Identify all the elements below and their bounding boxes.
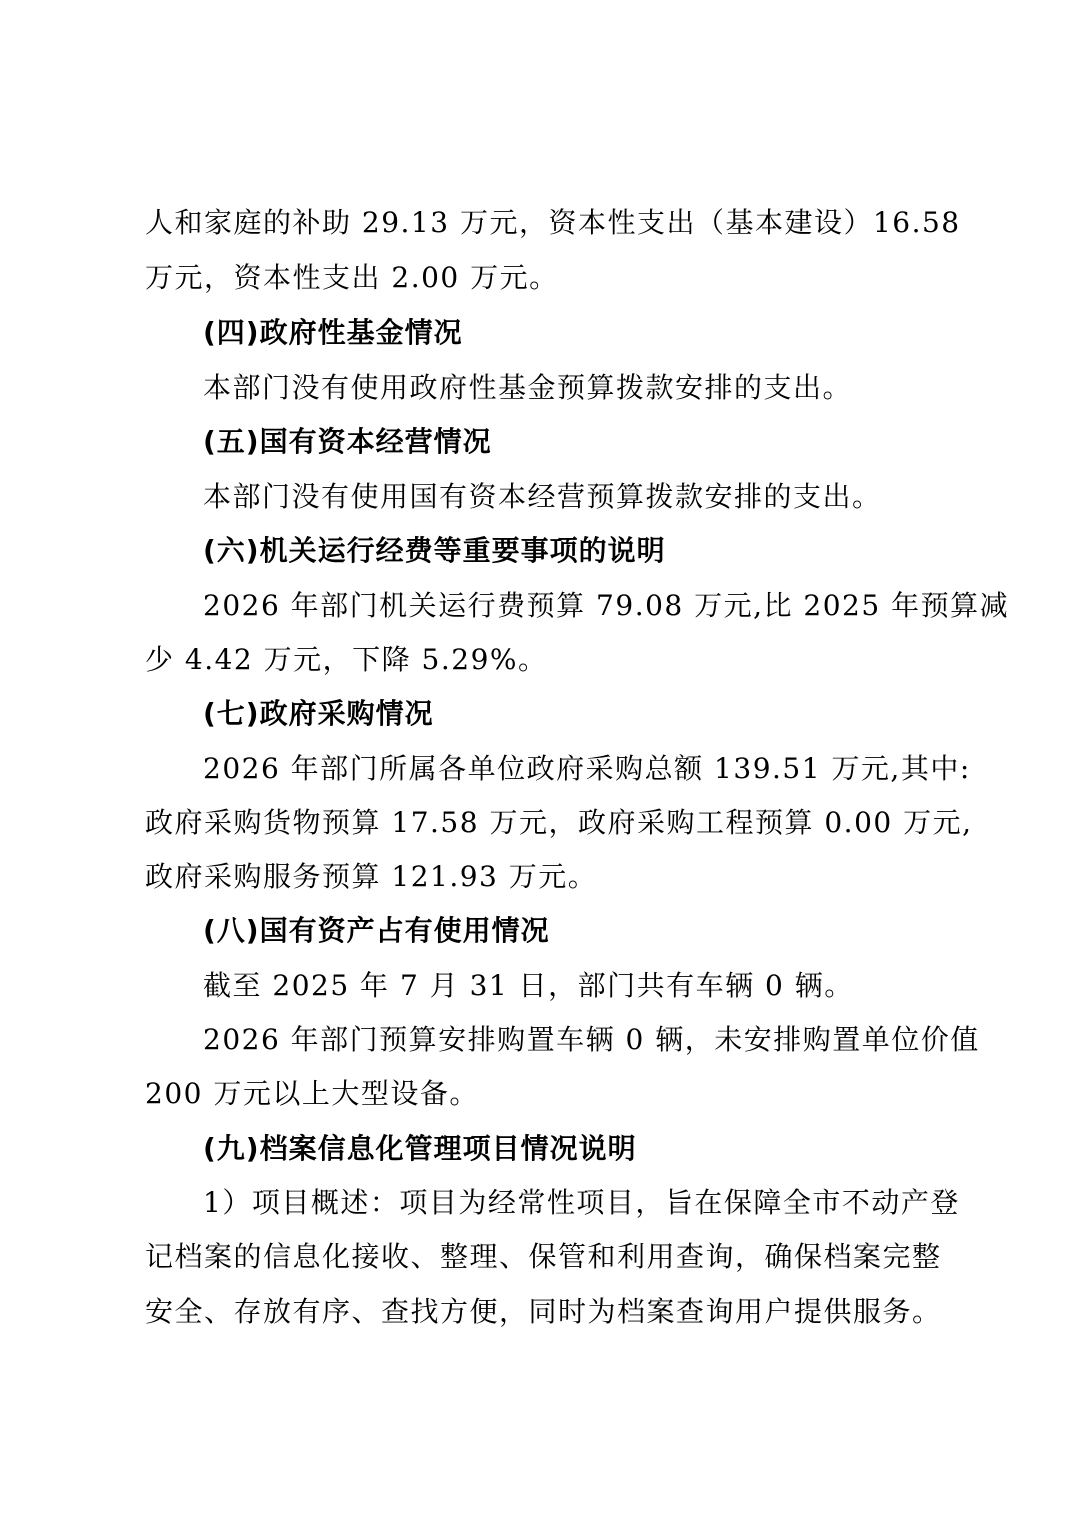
body-text-line: 1）项目概述：项目为经常性项目，旨在保障全市不动产登 xyxy=(203,1186,960,1219)
body-text-line: 万元，资本性支出 2.00 万元。 xyxy=(145,261,559,294)
body-text-line: 政府采购货物预算 17.58 万元，政府采购工程预算 0.00 万元, xyxy=(145,806,973,839)
body-text-line: 少 4.42 万元，下降 5.29%。 xyxy=(145,643,548,676)
body-text-line: 200 万元以上大型设备。 xyxy=(145,1077,479,1110)
body-text-line: 截至 2025 年 7 月 31 日，部门共有车辆 0 辆。 xyxy=(203,969,854,1002)
body-text-line: 人和家庭的补助 29.13 万元，资本性支出（基本建设）16.58 xyxy=(145,206,961,239)
body-text-line: 本部门没有使用政府性基金预算拨款安排的支出。 xyxy=(203,371,853,404)
body-text-line: 2026 年部门预算安排购置车辆 0 辆，未安排购置单位价值 xyxy=(203,1023,980,1056)
body-text-line: 2026 年部门机关运行费预算 79.08 万元,比 2025 年预算减 xyxy=(203,589,1010,622)
section-heading-5: (五)国有资本经营情况 xyxy=(203,425,492,458)
body-text-line: 本部门没有使用国有资本经营预算拨款安排的支出。 xyxy=(203,480,882,513)
body-text-line: 2026 年部门所属各单位政府采购总额 139.51 万元,其中: xyxy=(203,752,971,785)
section-heading-4: (四)政府性基金情况 xyxy=(203,316,463,349)
section-heading-9: (九)档案信息化管理项目情况说明 xyxy=(203,1132,637,1165)
section-heading-7: (七)政府采购情况 xyxy=(203,697,434,730)
body-text-line: 记档案的信息化接收、整理、保管和利用查询，确保档案完整 xyxy=(145,1240,942,1273)
body-text-line: 安全、存放有序、查找方便，同时为档案查询用户提供服务。 xyxy=(145,1295,942,1328)
section-heading-6: (六)机关运行经费等重要事项的说明 xyxy=(203,534,666,567)
body-text-line: 政府采购服务预算 121.93 万元。 xyxy=(145,860,598,893)
section-heading-8: (八)国有资产占有使用情况 xyxy=(203,914,550,947)
